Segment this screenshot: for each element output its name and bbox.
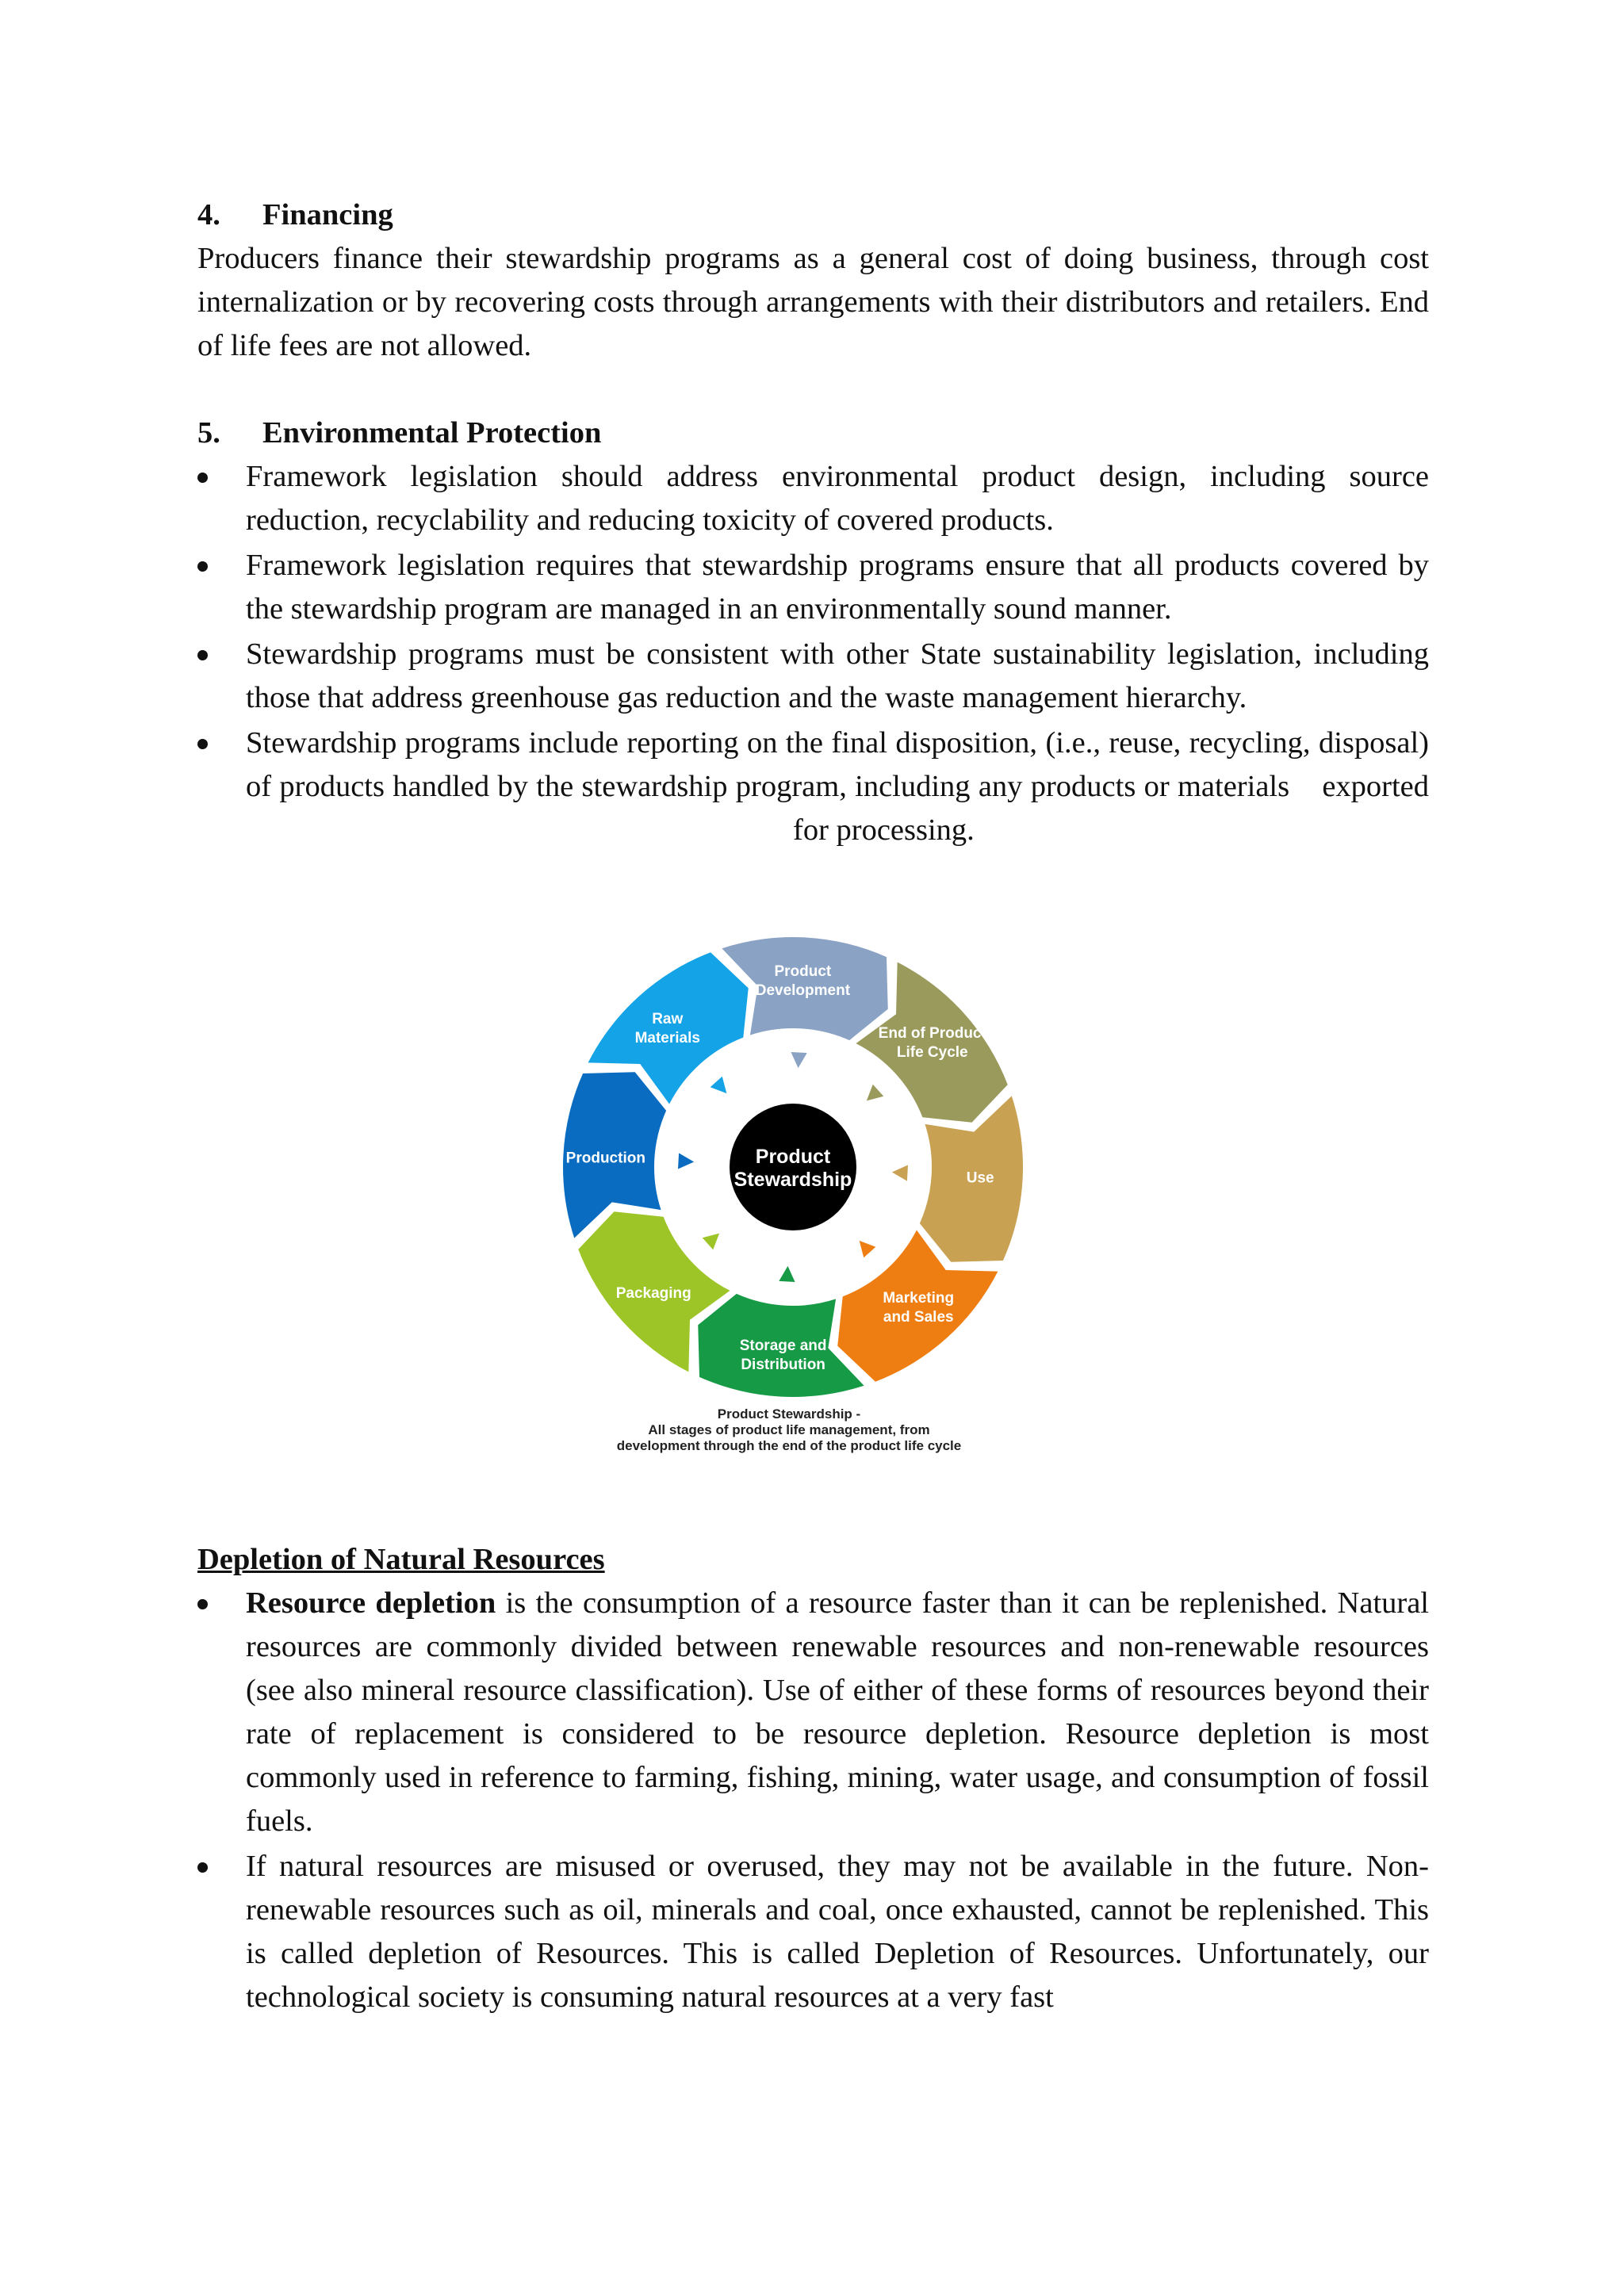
- list-item: [197, 633, 1429, 720]
- depletion-bullet-list: [197, 1582, 1429, 2019]
- segment-label: Production: [565, 1150, 645, 1167]
- segment-label: Use: [966, 1169, 994, 1187]
- diagram-caption: [587, 1406, 991, 1454]
- financing-paragraph: Producers finance their stewardship programs as a general cost of doing business, through cost internalization or by recovering costs through arrangements with their distributors and retailers. End of life fees are not allowed.: [197, 242, 1429, 362]
- segment-label: Materials: [634, 1030, 700, 1047]
- bullet-text: Framework legislation should address environmental product design, including source reduction, recyclability and reducing toxicity of covered products.: [246, 460, 1429, 537]
- financing-number: 4.: [197, 198, 220, 232]
- bullet-text-tail: for processing.: [793, 813, 975, 847]
- list-item: [197, 721, 1429, 852]
- segment-label: Raw: [652, 1011, 684, 1028]
- bullet-text-exported: exported: [1322, 770, 1430, 803]
- environmental-bullet-list: [197, 455, 1429, 852]
- segment-label: Product: [774, 962, 832, 980]
- segment-label: Life Cycle: [896, 1043, 968, 1061]
- segment-label: Distribution: [741, 1357, 825, 1374]
- bullet-text: Stewardship programs must be consistent with other State sustainability legislation, including those that address greenhouse gas reduction and the waste management hierarchy.: [246, 637, 1429, 714]
- depletion-section: [197, 1538, 1429, 2021]
- segment-label: Marketing: [883, 1289, 955, 1307]
- list-item: [197, 1845, 1429, 2019]
- segment-label: End of Product: [878, 1024, 986, 1042]
- bullet-text: is the consumption of a resource faster than it can be replenished. Natural resources are commonly divided between renewable resources and non-renewable resources (see also mineral resource classification). Use of either of these forms of resources beyond their rate of replacement is considered to be resource depletion. Resource depletion is most commonly used in reference to farming, fishing, mining, water usage, and consumption of fossil fuels.: [246, 1586, 1429, 1838]
- bullet-text: Framework legislation requires that stewardship programs ensure that all products covered by the stewardship program are managed in an environmentally sound manner.: [246, 549, 1429, 626]
- bullet-bold-term: Resource depletion: [246, 1586, 496, 1620]
- caption-line2: All stages of product life management, from: [648, 1422, 930, 1437]
- product-stewardship-diagram: [555, 929, 1031, 1405]
- bullet-text: Stewardship programs include reporting on the final disposition, (i.e., reuse, recycling, disposal) of products handled by the stewardship program, including any products or materials: [246, 726, 1429, 803]
- bullet-text: If natural resources are misused or overused, they may not be available in the future. Non-renewable resources such as oil, minerals and coal, once exhausted, cannot be replenished. This is called depletion of Resources. This is called Depletion of Resources. Unfortunately, our technological society is consuming natural resources at a very fast: [246, 1850, 1429, 2014]
- caption-line1: Product Stewardship -: [717, 1406, 861, 1422]
- caption-line3: development through the end of the product life cycle: [616, 1438, 962, 1453]
- segment-label: Development: [755, 982, 851, 999]
- financing-heading: [197, 193, 1429, 237]
- list-item: [197, 544, 1429, 631]
- environmental-title: Environmental Protection: [262, 416, 602, 450]
- environmental-number: 5.: [197, 416, 220, 450]
- list-item: [197, 455, 1429, 542]
- segment-label: Storage and: [739, 1337, 827, 1355]
- segment-label: Packaging: [615, 1285, 691, 1303]
- depletion-heading: Depletion of Natural Resources: [197, 1543, 605, 1576]
- upper-text-block: [197, 193, 1429, 854]
- financing-title: Financing: [262, 198, 393, 232]
- environmental-heading: [197, 411, 1429, 455]
- center-label-line1: Product: [755, 1146, 831, 1168]
- center-label-line2: Stewardship: [733, 1169, 852, 1191]
- list-item: [197, 1582, 1429, 1843]
- segment-label: and Sales: [883, 1308, 954, 1326]
